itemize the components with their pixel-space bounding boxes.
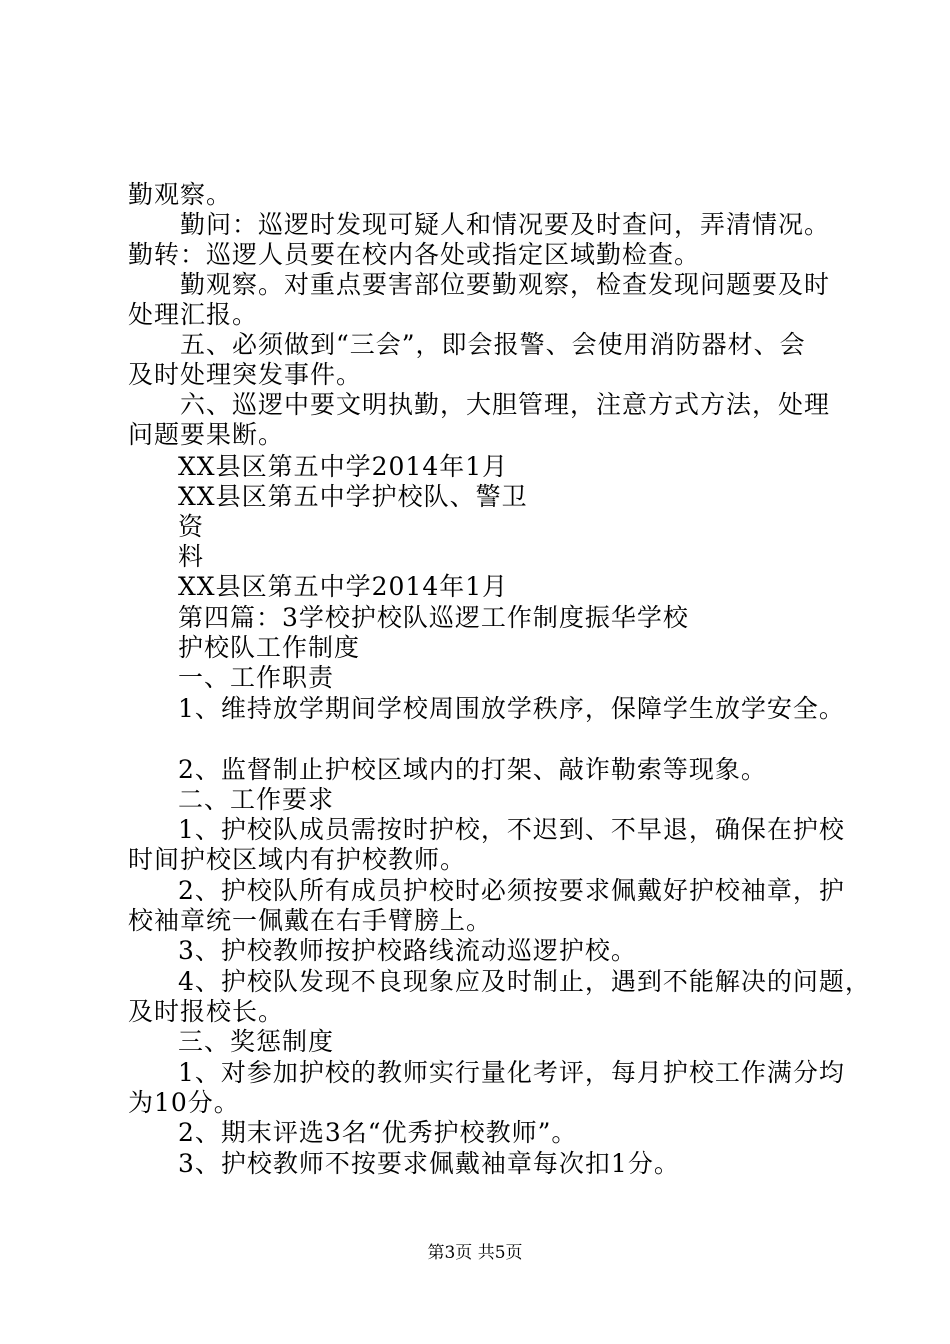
text-line: 为10分。: [128, 1088, 240, 1117]
text-line: 3、护校教师不按要求佩戴袖章每次扣1分。: [178, 1149, 680, 1178]
text-line: 勤问：巡逻时发现可疑人和情况要及时查问，弄清情况。: [180, 210, 831, 239]
text-line: 处理汇报。: [128, 300, 259, 329]
text-line: XX县区第五中学护校队、警卫: [178, 482, 528, 511]
text-line: 勤观察。对重点要害部位要勤观察，检查发现问题要及时: [180, 270, 831, 299]
section-heading: 护校队工作制度: [178, 633, 361, 662]
text-line: 资: [178, 512, 205, 541]
text-line: 及时处理突发事件。: [128, 360, 363, 389]
text-line: 3、护校教师按护校路线流动巡逻护校。: [178, 936, 637, 965]
section-heading: 三、奖惩制度: [178, 1027, 335, 1056]
text-line: 校袖章统一佩戴在右手臂膀上。: [128, 906, 493, 935]
text-line: 2、期末评选3名“优秀护校教师”。: [178, 1118, 578, 1147]
text-line: 4、护校队发现不良现象应及时制止，遇到不能解决的问题，: [178, 967, 871, 996]
text-line: 及时报校长。: [128, 997, 285, 1026]
text-line: 问题要果断。: [128, 420, 285, 449]
text-line: 1、护校队成员需按时护校，不迟到、不早退，确保在护校: [178, 815, 845, 844]
text-line: 1、维持放学期间学校周围放学秩序，保障学生放学安全。: [178, 694, 845, 723]
section-heading: 二、工作要求: [178, 785, 335, 814]
text-line: XX县区第五中学2014年1月: [178, 572, 509, 601]
text-line: XX县区第五中学2014年1月: [178, 452, 509, 481]
text-line: 2、护校队所有成员护校时必须按要求佩戴好护校袖章，护: [178, 876, 845, 905]
text-line: 五、必须做到“三会”，即会报警、会使用消防器材、会: [180, 330, 806, 359]
section-heading: 一、工作职责: [178, 663, 335, 692]
text-line: 勤转：巡逻人员要在校内各处或指定区域勤检查。: [128, 240, 701, 269]
text-line: 1、对参加护校的教师实行量化考评，每月护校工作满分均: [178, 1058, 845, 1087]
text-line: 六、巡逻中要文明执勤，大胆管理，注意方式方法，处理: [180, 390, 831, 419]
text-line: 2、监督制止护校区域内的打架、敲诈勒索等现象。: [178, 755, 767, 784]
page-footer: 第3页 共5页: [427, 1243, 523, 1263]
text-line: 时间护校区域内有护校教师。: [128, 845, 467, 874]
text-line: 勤观察。: [128, 180, 233, 209]
text-line: 料: [178, 542, 205, 571]
section-heading: 第四篇：3学校护校队巡逻工作制度振华学校: [178, 603, 689, 632]
